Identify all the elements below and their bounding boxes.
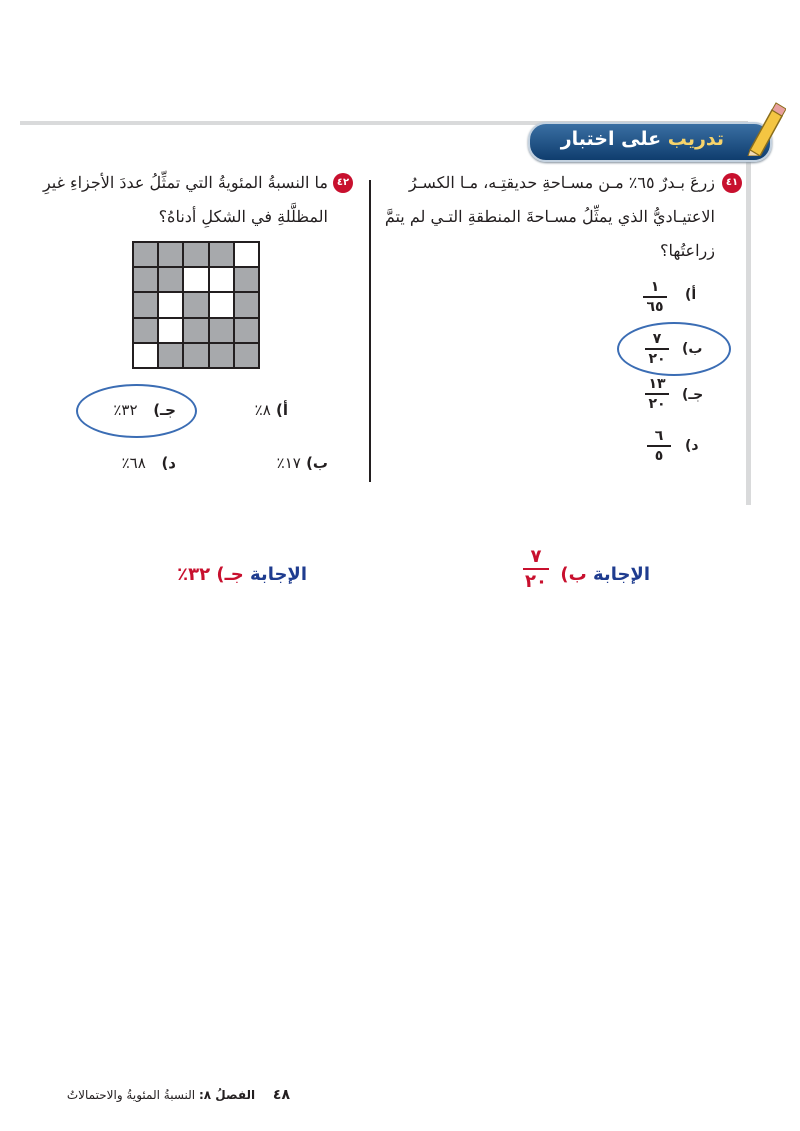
answer-41: الإجابة ب) bbox=[560, 564, 650, 585]
q42-option-d: د) ٦٨٪ bbox=[121, 454, 176, 472]
grid-cell-unshaded bbox=[210, 268, 233, 291]
grid-cell-shaded bbox=[184, 319, 207, 342]
test-practice-banner bbox=[528, 122, 772, 162]
grid-cell-shaded bbox=[134, 319, 157, 342]
grid-cell-unshaded bbox=[235, 243, 258, 266]
q41-option-b-fraction: ٧ ٢٠ bbox=[645, 331, 669, 367]
grid-cell-shaded bbox=[210, 344, 233, 367]
banner-title: تدريب على اختبار bbox=[560, 128, 724, 150]
grid-cell-unshaded bbox=[134, 344, 157, 367]
chapter-title: النسبةُ المئويةُ والاحتمالاتُ bbox=[66, 1088, 199, 1102]
grid-cell-shaded bbox=[159, 344, 182, 367]
q41-option-c-letter: جـ) bbox=[682, 387, 704, 403]
grid-cell-shaded bbox=[210, 319, 233, 342]
grid-cell-shaded bbox=[184, 344, 207, 367]
pencil-icon bbox=[742, 100, 786, 156]
grid-cell-shaded bbox=[159, 243, 182, 266]
q42-option-c: جـ) ٣٢٪ bbox=[113, 401, 176, 419]
grid-cell-shaded bbox=[134, 243, 157, 266]
q42-option-b: ب) ١٧٪ bbox=[276, 454, 328, 472]
grid-cell-shaded bbox=[134, 293, 157, 316]
grid-cell-shaded bbox=[159, 268, 182, 291]
q41-option-c-fraction: ١٣ ٢٠ bbox=[645, 376, 669, 412]
grid-cell-shaded bbox=[235, 293, 258, 316]
question-42-number: ٤٢ bbox=[333, 173, 353, 193]
grid-cell-shaded bbox=[210, 243, 233, 266]
q41-option-d-fraction: ٦ ٥ bbox=[647, 428, 671, 464]
question-41-text: زرعَ بـدرٌ ٦٥٪ مـن مسـاحةِ حديقتِـه، مـا الكسـرُ الاعتيـاديُّ الذي يمثِّلُ مسـاحةَ المنطقةِ التـي لم يتمَّ زراعتُها؟ bbox=[384, 173, 715, 260]
q41-option-a-letter: أ) bbox=[685, 287, 697, 303]
q41-option-d-letter: د) bbox=[685, 438, 699, 454]
question-42-text: ما النسبةُ المئويةُ التي تمثِّلُ عددَ الأجزاءِ غيرِ المظلَّلةِ في الشكلِ أدناهُ؟ bbox=[42, 173, 328, 226]
chapter-label: الفصلُ ٨: bbox=[198, 1088, 256, 1102]
q41-answer-circle bbox=[617, 322, 731, 376]
q41-option-a-fraction: ١ ٦٥ bbox=[643, 279, 667, 315]
grid-cell-unshaded bbox=[159, 293, 182, 316]
grid-cell-shaded bbox=[235, 319, 258, 342]
grid-cell-unshaded bbox=[210, 293, 233, 316]
q42-answer-circle bbox=[76, 384, 197, 438]
question-41-number: ٤١ bbox=[722, 173, 742, 193]
grid-cell-shaded bbox=[184, 293, 207, 316]
grid-cell-shaded bbox=[184, 243, 207, 266]
q41-option-b-letter: ب) bbox=[682, 341, 703, 357]
column-divider bbox=[369, 180, 371, 482]
side-rule bbox=[746, 125, 751, 505]
q42-option-a: أ) ٨٪ bbox=[254, 401, 288, 419]
grid-cell-shaded bbox=[235, 268, 258, 291]
answer-41-fraction: ٧ ٢٠ bbox=[523, 546, 549, 592]
grid-cell-unshaded bbox=[184, 268, 207, 291]
page-footer bbox=[67, 1087, 290, 1103]
answer-42: الإجابة جـ) ٣٢٪ bbox=[177, 564, 307, 585]
shaded-grid-figure bbox=[132, 241, 260, 369]
grid-cell-unshaded bbox=[159, 319, 182, 342]
page-number: ٤٨ bbox=[272, 1087, 290, 1103]
grid-cell-shaded bbox=[134, 268, 157, 291]
grid-cell-shaded bbox=[235, 344, 258, 367]
